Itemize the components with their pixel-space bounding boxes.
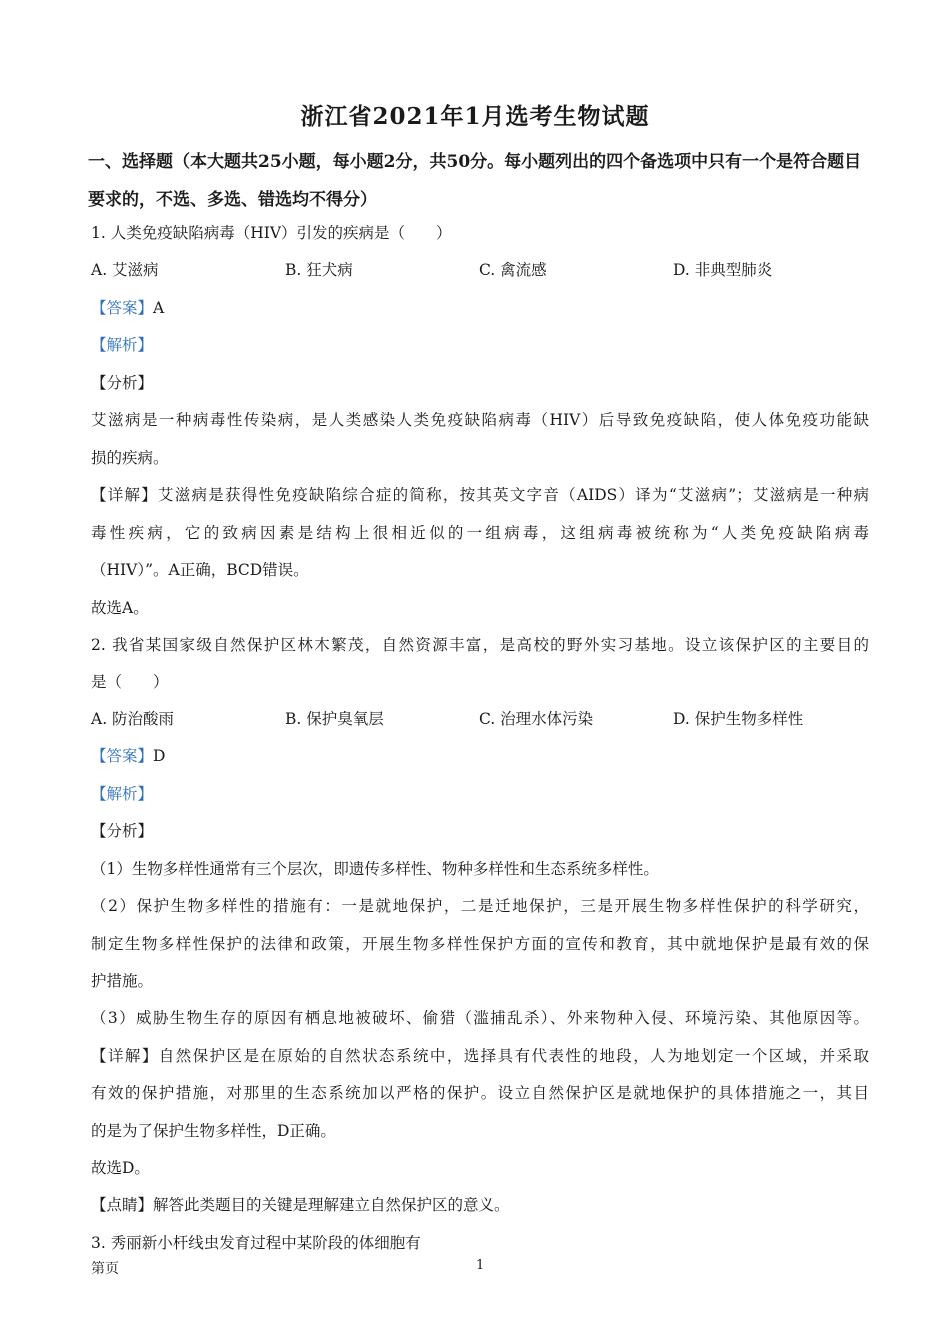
q1-option-c: C. 禽流感 (479, 261, 547, 279)
q2-answer (91, 745, 165, 767)
q2-stem-line-2: 是（ ） (91, 673, 169, 691)
q2-option-c: C. 治理水体污染 (479, 710, 594, 728)
q1-answer-label: 【答案】 (91, 299, 154, 317)
q1-fenxi-line-1: 艾滋病是一种病毒性传染病，是人类感染人类免疫缺陷病毒（HIV）后导致免疫缺陷，使人体免疫功能缺 (91, 411, 869, 429)
q2-option-d: D. 保护生物多样性 (673, 710, 804, 728)
q2-answer-value: D (153, 747, 166, 765)
q1-fenxi-label: 【分析】 (91, 374, 154, 392)
q2-conclusion: 故选D。 (91, 1159, 150, 1177)
q2-fenxi-line-5: （3）威胁生物生存的原因有栖息地被破坏、偷猎（滥捕乱杀）、外来物种入侵、环境污染、其他原因等。 (91, 1009, 869, 1027)
q1-detail-line-1: 【详解】艾滋病是获得性免疫缺陷综合症的简称，按其英文字音（AIDS）译为“艾滋病”；艾滋病是一种病 (91, 486, 869, 504)
q2-fenxi-line-4: 护措施。 (91, 972, 154, 990)
q2-fenxi-line-2: （2）保护生物多样性的措施有：一是就地保护，二是迁地保护，三是开展生物多样性保护的科学研究， (91, 897, 869, 915)
q1-fenxi-line-2: 损的疾病。 (91, 449, 169, 467)
q3-stem: 3. 秀丽新小杆线虫发育过程中某阶段的体细胞有 (91, 1234, 421, 1252)
q2-dianjing: 【点睛】解答此类题目的关键是理解建立自然保护区的意义。 (91, 1196, 510, 1214)
q2-detail-line-2: 有效的保护措施，对那里的生态系统加以严格的保护。设立自然保护区是就地保护的具体措施之一，其目 (91, 1084, 869, 1102)
q1-option-d: D. 非典型肺炎 (673, 261, 773, 279)
footer-label: 第页 (91, 1261, 119, 1277)
q1-option-a: A. 艾滋病 (91, 261, 159, 279)
q1-detail-line-2: 毒性疾病，它的致病因素是结构上很相近似的一组病毒，这组病毒被统称为“人类免疫缺陷病毒 (91, 524, 869, 542)
q1-option-b: B. 狂犬病 (285, 261, 353, 279)
q2-option-b: B. 保护臭氧层 (285, 710, 384, 728)
q2-option-a: A. 防治酸雨 (91, 710, 175, 728)
q1-jiexi-label: 【解析】 (91, 336, 154, 354)
page-number: 1 (476, 1258, 485, 1273)
section-heading: 一、选择题（本大题共25小题，每小题2分，共50分。每小题列出的四个备选项中只有一个是符合题目要求的，不选、多选、错选均不得分） (88, 152, 862, 210)
q1-answer-value: A (153, 299, 165, 317)
q2-fenxi-line-1: （1）生物多样性通常有三个层次，即遗传多样性、物种多样性和生态系统多样性。 (91, 860, 659, 878)
q1-conclusion: 故选A。 (91, 599, 149, 617)
q1-detail-line-3: （HIV）”。A正确，BCD错误。 (91, 561, 309, 579)
q2-answer-label: 【答案】 (91, 747, 154, 765)
q2-jiexi-label: 【解析】 (91, 785, 154, 803)
q2-stem-line-1: 2. 我省某国家级自然保护区林木繁茂，自然资源丰富，是高校的野外实习基地。设立该保护区的主要目的 (91, 636, 869, 654)
page-title: 浙江省2021年1月选考生物试题 (300, 103, 650, 130)
q2-detail-line-1: 【详解】自然保护区是在原始的自然状态系统中，选择具有代表性的地段，人为地划定一个区域，并采取 (91, 1047, 869, 1065)
q2-fenxi-label: 【分析】 (91, 822, 154, 840)
q1-stem: 1. 人类免疫缺陷病毒（HIV）引发的疾病是（ ） (91, 224, 452, 242)
q2-detail-line-3: 的是为了保护生物多样性，D正确。 (91, 1122, 336, 1140)
q1-answer (91, 297, 164, 319)
q2-fenxi-line-3: 制定生物多样性保护的法律和政策，开展生物多样性保护方面的宣传和教育，其中就地保护是最有效的保 (91, 935, 869, 953)
